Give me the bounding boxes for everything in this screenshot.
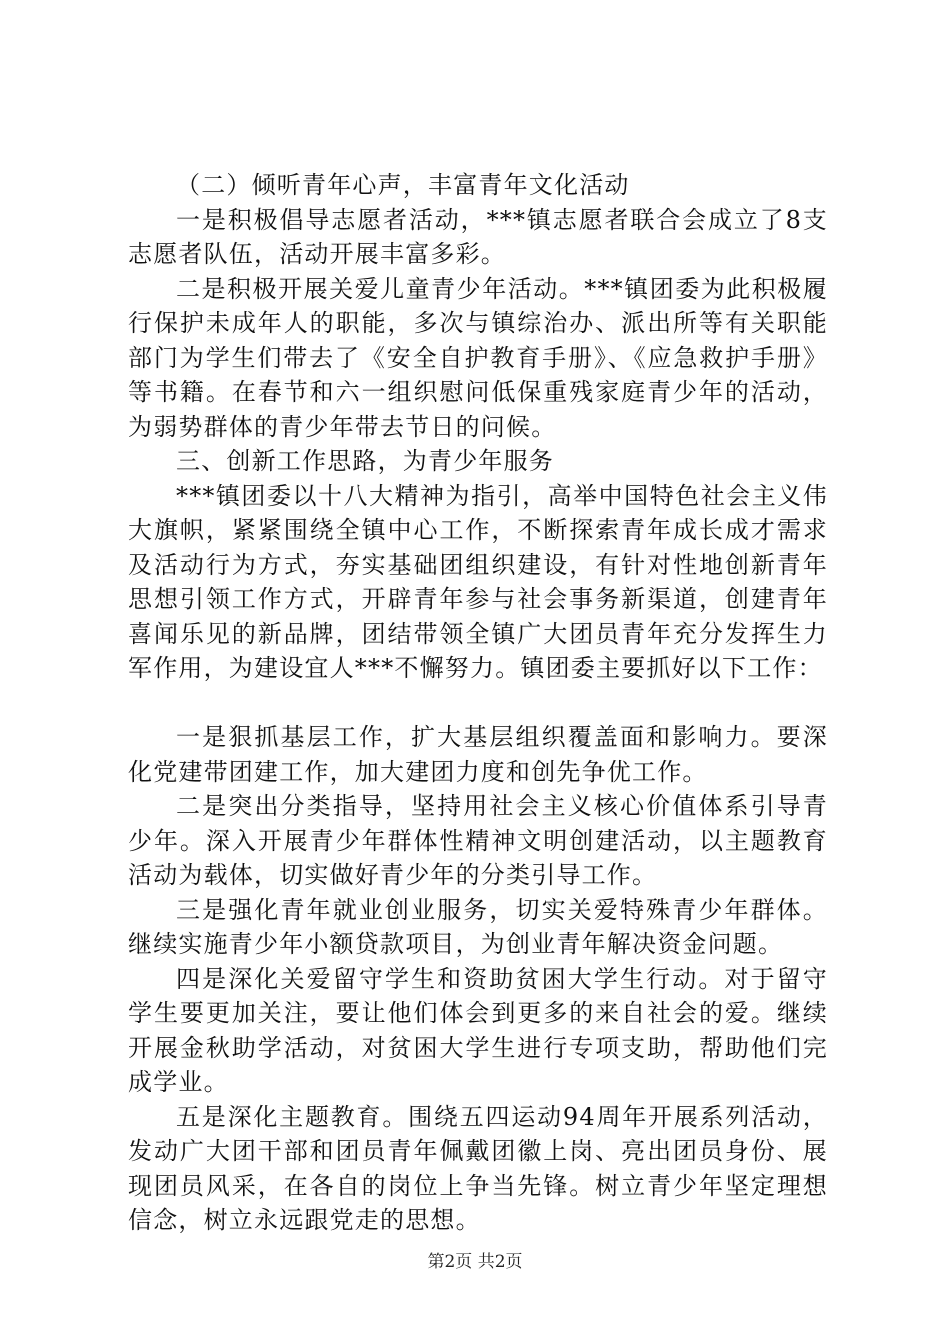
page-footer: 第2页 共2页 bbox=[427, 1252, 523, 1272]
document-body bbox=[128, 168, 828, 1238]
paragraph-theme-education: 五是深化主题教育。围绕五四运动94周年开展系列活动，发动广大团干部和团员青年佩戴团徽上岗、亮出团员身份、展现团员风采，在各自的岗位上争当先锋。树立青少年坚定理想信念，树立永远跟党走的思想。 bbox=[128, 1102, 828, 1234]
paragraph-employment-services: 三是强化青年就业创业服务，切实关爱特殊青少年群体。继续实施青少年小额贷款项目，为创业青年解决资金问题。 bbox=[128, 895, 828, 958]
section-heading-listen-youth: （二）倾听青年心声，丰富青年文化活动 bbox=[176, 171, 630, 199]
paragraph-volunteer-activities: 一是积极倡导志愿者活动，***镇志愿者联合会成立了8支志愿者队伍，活动开展丰富多彩。 bbox=[128, 205, 828, 268]
section-heading-innovation: 三、创新工作思路，为青少年服务 bbox=[176, 447, 554, 475]
blank-line bbox=[128, 686, 828, 721]
paragraph-grassroots-work: 一是狠抓基层工作，扩大基层组织覆盖面和影响力。要深化党建带团建工作，加大建团力度和创先争优工作。 bbox=[128, 723, 828, 786]
paragraph-classified-guidance: 二是突出分类指导，坚持用社会主义核心价值体系引导青少年。深入开展青少年群体性精神文明创建活动，以主题教育活动为载体，切实做好青少年的分类引导工作。 bbox=[128, 792, 828, 889]
paragraph-care-children: 二是积极开展关爱儿童青少年活动。***镇团委为此积极履行保护未成年人的职能，多次与镇综治办、派出所等有关职能部门为学生们带去了《安全自护教育手册》、《应急救护手册》等书籍。在春节和六一组织慰问低保重残家庭青少年的活动，为弱势群体的青少年带去节日的问候。 bbox=[128, 274, 828, 441]
paragraph-left-behind-students: 四是深化关爱留守学生和资助贫困大学生行动。对于留守学生要更加关注，要让他们体会到更多的来自社会的爱。继续开展金秋助学活动，对贫困大学生进行专项支助，帮助他们完成学业。 bbox=[128, 964, 828, 1096]
paragraph-league-committee-guidance: ***镇团委以十八大精神为指引，高举中国特色社会主义伟大旗帜，紧紧围绕全镇中心工作，不断探索青年成长成才需求及活动行为方式，夯实基础团组织建设，有针对性地创新青年思想引领工作方式，开辟青年参与社会事务新渠道，创建青年喜闻乐见的新品牌，团结带领全镇广大团员青年充分发挥生力军作用，为建设宜人***不懈努力。镇团委主要抓好以下工作： bbox=[128, 481, 828, 682]
